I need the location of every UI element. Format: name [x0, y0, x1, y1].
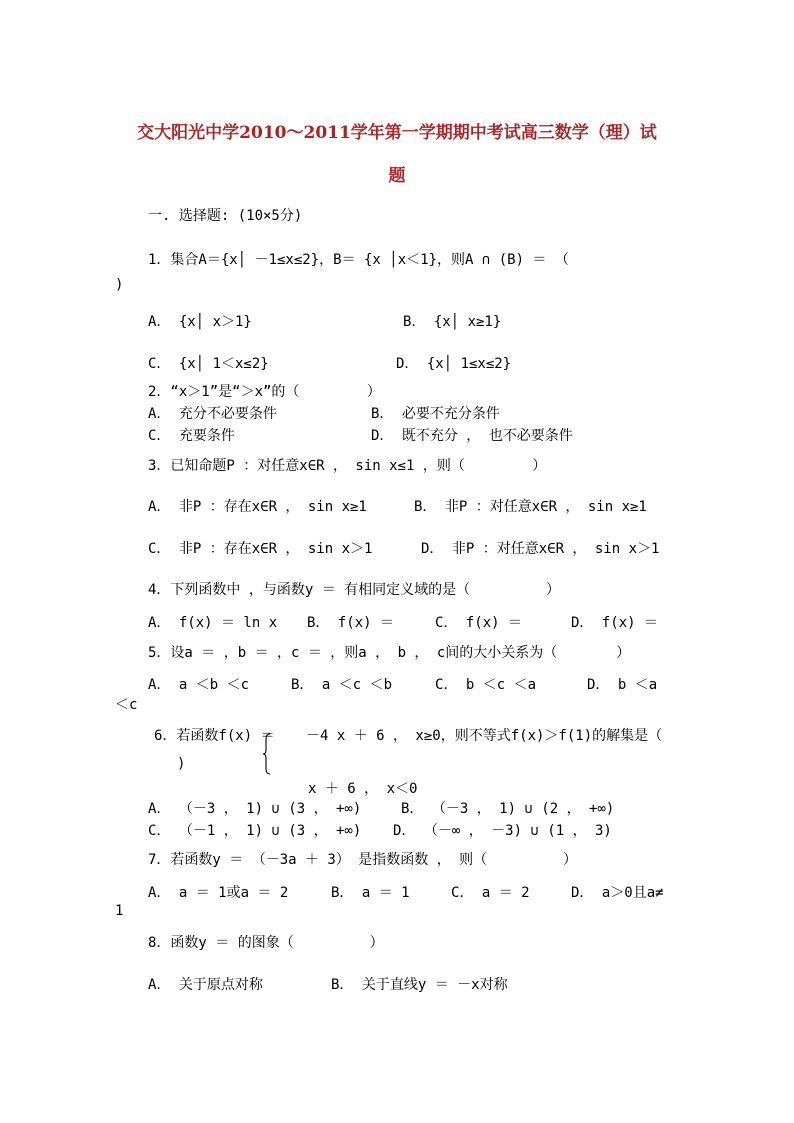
q5-option-c: C． b ＜c ＜a	[435, 677, 537, 693]
q1-option-a: A． {x│ x＞1}	[148, 314, 252, 330]
q7-option-d-continued: 1	[115, 903, 124, 919]
q4-option-c: C． f(x) ＝	[435, 615, 523, 631]
q2-option-c: C． 充要条件	[148, 428, 235, 444]
q7-option-d: D． a＞0且a≠	[571, 885, 664, 901]
q6-piece-1: －4 x ＋ 6 ， x≥0，则不等式f(x)＞f(1)的解集是（	[306, 728, 663, 744]
q1-stem-continued: )	[115, 277, 124, 293]
q2-option-d: D． 既不充分 ， 也不必要条件	[371, 428, 573, 444]
q1-stem: 1．集合A＝{x│ －1≤x≤2}，B＝ {x │x＜1}，则A ∩ (B) ＝ （	[148, 252, 569, 268]
piecewise-brace	[262, 733, 272, 775]
q3-option-c: C． 非P ：存在x∈R ， sin x＞1	[148, 541, 373, 557]
q1-option-d: D． {x│ 1≤x≤2}	[396, 356, 512, 372]
q7-option-b: B． a ＝ 1	[331, 885, 410, 901]
q2-option-a: A． 充分不必要条件	[148, 406, 277, 422]
q1-option-b: B． {x│ x≥1}	[403, 314, 502, 330]
q3-option-b: B． 非P ：对任意x∈R ， sin x≥1	[414, 499, 647, 515]
q8-stem: 8．函数y ＝ 的图象（ ）	[148, 935, 384, 951]
q2-stem: 2．“x＞1”是“＞x”的（ ）	[148, 384, 381, 400]
q6-stem: 6．若函数f(x) ＝	[154, 728, 275, 744]
title-line-1: 交大阳光中学2010～2011学年第一学期期中考试高三数学（理）试	[137, 123, 657, 143]
q5-option-b: B． a ＜c ＜b	[291, 677, 393, 693]
q3-option-a: A． 非P ：存在x∈R ， sin x≥1	[148, 499, 367, 515]
q6-option-d: D． （－∞ ， －3) ∪ (1 ， 3)	[393, 823, 612, 839]
q6-option-c: C． （－1 ， 1) ∪ (3 ， +∞)	[148, 823, 362, 839]
title-line-2: 题	[388, 166, 406, 186]
q5-option-d: D． b ＜a	[587, 677, 658, 693]
q2-option-b: B． 必要不充分条件	[371, 406, 500, 422]
q7-stem: 7．若函数y ＝ （－3a ＋ 3） 是指数函数 ， 则（ ）	[148, 852, 578, 868]
q5-option-d-continued: ＜c	[115, 697, 138, 713]
q6-piece-2: x ＋ 6 ， x＜0	[308, 781, 418, 797]
q3-stem: 3．已知命题P ：对任意x∈R ， sin x≤1 ，则（ ）	[148, 458, 547, 474]
q5-option-a: A． a ＜b ＜c	[148, 677, 250, 693]
q6-option-b: B． （－3 ， 1) ∪ (2 ， +∞)	[401, 801, 615, 817]
q6-stem-continued: )	[177, 756, 186, 772]
q8-option-a: A． 关于原点对称	[148, 977, 263, 993]
q4-option-d: D． f(x) ＝	[571, 615, 659, 631]
q7-option-c: C． a ＝ 2	[451, 885, 530, 901]
q3-option-d: D． 非P ：对任意x∈R ， sin x＞1	[421, 541, 660, 557]
q6-option-a: A． （－3 ， 1) ∪ (3 ， +∞)	[148, 801, 362, 817]
q8-option-b: B． 关于直线y ＝ －x对称	[331, 977, 508, 993]
section-heading: 一. 选择题: (10×5分)	[148, 208, 303, 224]
q1-option-c: C． {x│ 1＜x≤2}	[148, 356, 269, 372]
q4-stem: 4．下列函数中 ，与函数y ＝ 有相同定义域的是（ ）	[148, 582, 561, 598]
q4-option-a: A． f(x) ＝ ln x	[148, 615, 278, 631]
q7-option-a: A． a ＝ 1或a ＝ 2	[148, 885, 289, 901]
q4-option-b: B． f(x) ＝	[307, 615, 395, 631]
q5-stem: 5．设a ＝ ，b ＝ ，c ＝ ，则a ， b ， c间的大小关系为（ ）	[148, 645, 631, 661]
